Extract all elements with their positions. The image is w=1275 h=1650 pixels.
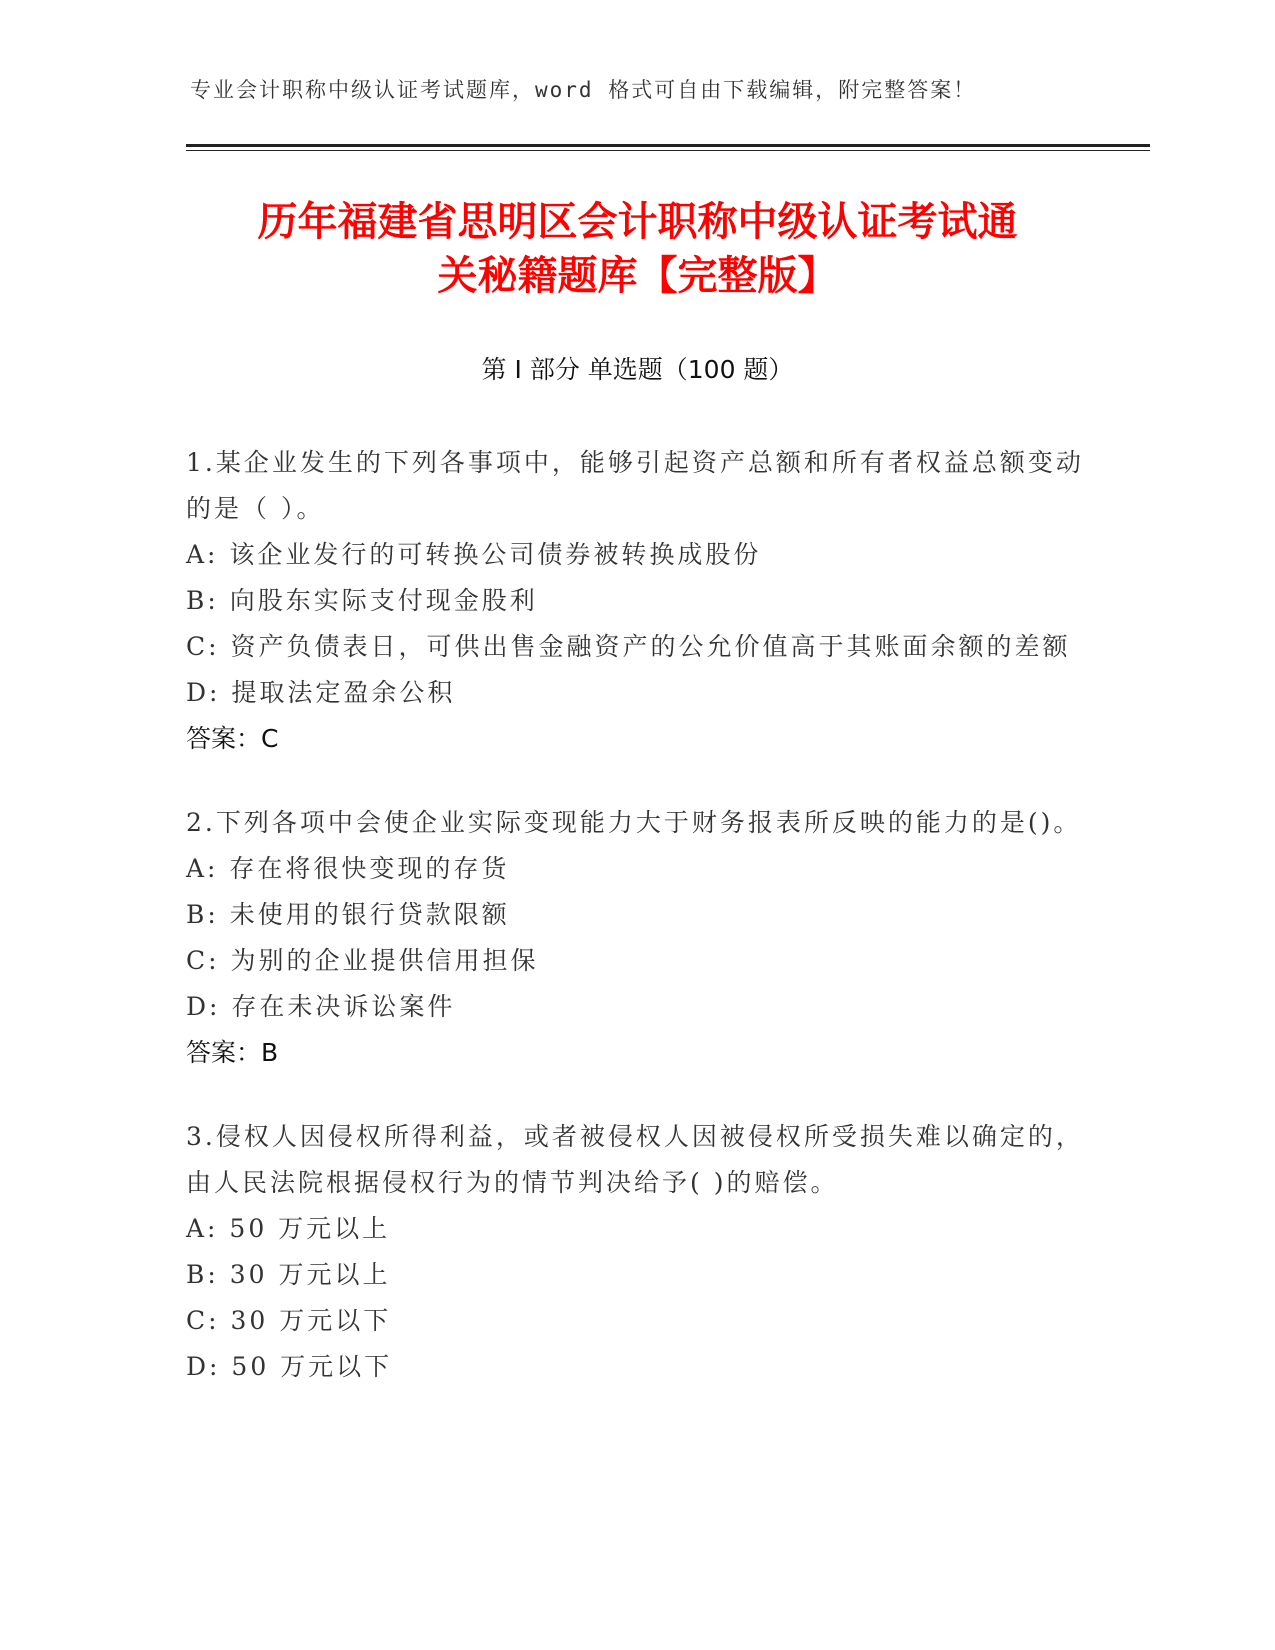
option-a: A: 该企业发行的可转换公司债券被转换成股份: [186, 540, 762, 569]
section-title: 第 I 部分 单选题（100 题）: [481, 355, 794, 384]
option-b: B: 未使用的银行贷款限额: [186, 900, 510, 929]
title-line-2: 关秘籍题库【完整版】: [437, 253, 838, 299]
answer: 答案：B: [186, 1038, 279, 1067]
question-2: [186, 800, 1086, 1076]
option-c: C: 30 万元以下: [186, 1306, 392, 1335]
option-b: B: 向股东实际支付现金股利: [186, 586, 538, 615]
option-d: D: 50 万元以下: [186, 1352, 393, 1381]
question-3: [186, 1114, 1086, 1390]
title-line-1: 历年福建省思明区会计职称中级认证考试通: [257, 199, 1018, 245]
option-a: A: 存在将很快变现的存货: [186, 854, 510, 883]
document-title: [150, 195, 1125, 303]
option-a: A: 50 万元以上: [186, 1214, 391, 1243]
question-text: 2.下列各项中会使企业实际变现能力大于财务报表所反映的能力的是()。: [186, 808, 1082, 837]
header-text: 专业会计职称中级认证考试题库，word 格式可自由下载编辑，附完整答案！: [190, 78, 977, 102]
question-list: [186, 440, 1086, 1428]
header-rule-thin: [186, 150, 1150, 151]
question-text: 1.某企业发生的下列各事项中，能够引起资产总额和所有者权益总额变动的是（ ）。: [186, 448, 1084, 523]
option-c: C: 资产负债表日，可供出售金融资产的公允价值高于其账面余额的差额: [186, 632, 1071, 661]
option-b: B: 30 万元以上: [186, 1260, 391, 1289]
option-d: D: 存在未决诉讼案件: [186, 992, 456, 1021]
answer: 答案：C: [186, 724, 279, 753]
option-d: D: 提取法定盈余公积: [186, 678, 456, 707]
header-rule-thick: [186, 144, 1150, 147]
option-c: C: 为别的企业提供信用担保: [186, 946, 539, 975]
question-text: 3.侵权人因侵权所得利益，或者被侵权人因被侵权所受损失难以确定的，由人民法院根据侵权行为的情节判决给予( )的赔偿。: [186, 1122, 1084, 1197]
question-1: [186, 440, 1086, 762]
